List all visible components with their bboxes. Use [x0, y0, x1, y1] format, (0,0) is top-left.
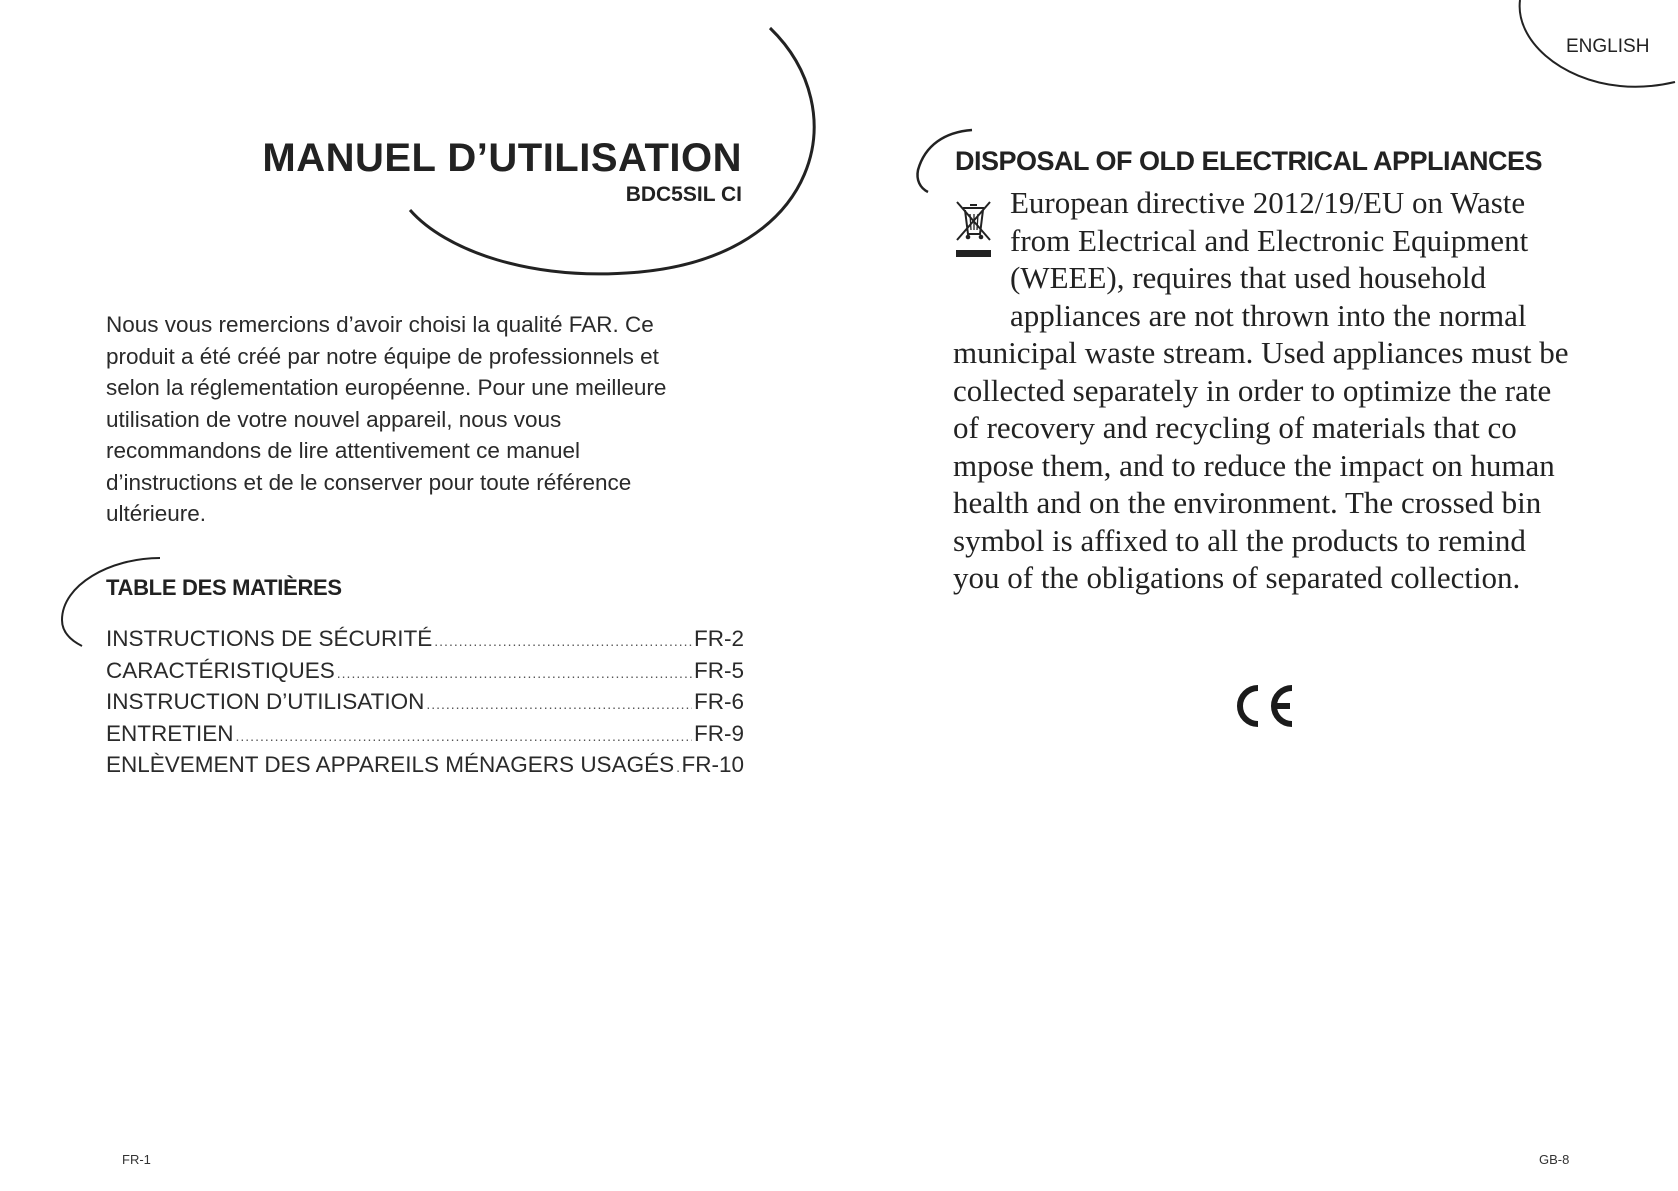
toc-leader-dots: [236, 728, 692, 744]
paragraph-line: collected separately in order to optimize the rate: [953, 372, 1552, 408]
crossed-bin-icon: [953, 198, 993, 264]
language-tab: ENGLISH: [1566, 36, 1650, 57]
toc-entry-label: CARACTÉRISTIQUES: [106, 657, 335, 683]
toc-entry-label: ENLÈVEMENT DES APPAREILS MÉNAGERS USAGÉS: [106, 752, 675, 777]
toc-entry[interactable]: [106, 626, 744, 658]
paragraph-line: from Electrical and Electronic Equipment: [1010, 222, 1529, 258]
paragraph-line: you of the obligations of separated collection.: [953, 560, 1521, 595]
toc-entry-page: FR-6: [694, 689, 744, 714]
disposal-heading: DISPOSAL OF OLD ELECTRICAL APPLIANCES: [955, 146, 1543, 176]
page-number-left: FR-1: [122, 1152, 151, 1167]
manual-title: MANUEL D’UTILISATION: [262, 136, 742, 180]
paragraph-line: health and on the environment. The crossed bin: [953, 485, 1542, 520]
paragraph-line: symbol is affixed to all the products to remind: [953, 522, 1526, 558]
toc-leader-dots: [434, 633, 692, 649]
toc-entry-page: FR-9: [694, 720, 744, 746]
paragraph-line: mpose them, and to reduce the impact on human: [953, 447, 1555, 483]
toc-entry[interactable]: [106, 689, 744, 721]
model-number: BDC5SIL CI: [625, 183, 742, 206]
toc-entry-label: ENTRETIEN: [106, 720, 234, 746]
ce-mark-icon: [1230, 682, 1298, 730]
toc-entry[interactable]: [106, 752, 744, 784]
toc-entry[interactable]: [106, 721, 744, 753]
toc-leader-dots: [337, 665, 692, 681]
paragraph-line: (WEEE), requires that used household: [1010, 260, 1487, 295]
disposal-paragraph-lead: [1010, 184, 1528, 334]
toc-heading: TABLE DES MATIÈRES: [106, 575, 342, 600]
toc-leader-dots: [426, 696, 692, 712]
paragraph-line: European directive 2012/19/EU on Waste: [1010, 185, 1526, 220]
paragraph-line: appliances are not thrown into the normal: [1010, 297, 1527, 333]
disposal-paragraph-rest: [953, 334, 1569, 597]
table-of-contents: [106, 626, 744, 784]
toc-entry-page: FR-2: [694, 626, 744, 651]
toc-entry-page: FR-5: [694, 657, 744, 683]
page-number-right: GB-8: [1539, 1152, 1570, 1167]
paragraph-line: municipal waste stream. Used appliances must be: [953, 335, 1569, 370]
paragraph-line: of recovery and recycling of materials that co: [953, 410, 1517, 445]
intro-paragraph: Nous vous remercions d’avoir choisi la qualité FAR. Ce produit a été créé par notre équipe de professionnels et selon la réglementation européenne. Pour une meilleure utilisation de votre nouvel appareil, nous vous recommandons de lire attentivement ce manuel d’instructions et de le conserver pour toute référence ultérieure.: [106, 312, 667, 526]
toc-entry-page: FR-10: [681, 752, 744, 777]
toc-entry[interactable]: [106, 658, 744, 690]
toc-entry-label: INSTRUCTION D’UTILISATION: [106, 689, 425, 714]
toc-entry-label: INSTRUCTIONS DE SÉCURITÉ: [106, 626, 433, 651]
toc-leader-dots: [676, 759, 679, 775]
